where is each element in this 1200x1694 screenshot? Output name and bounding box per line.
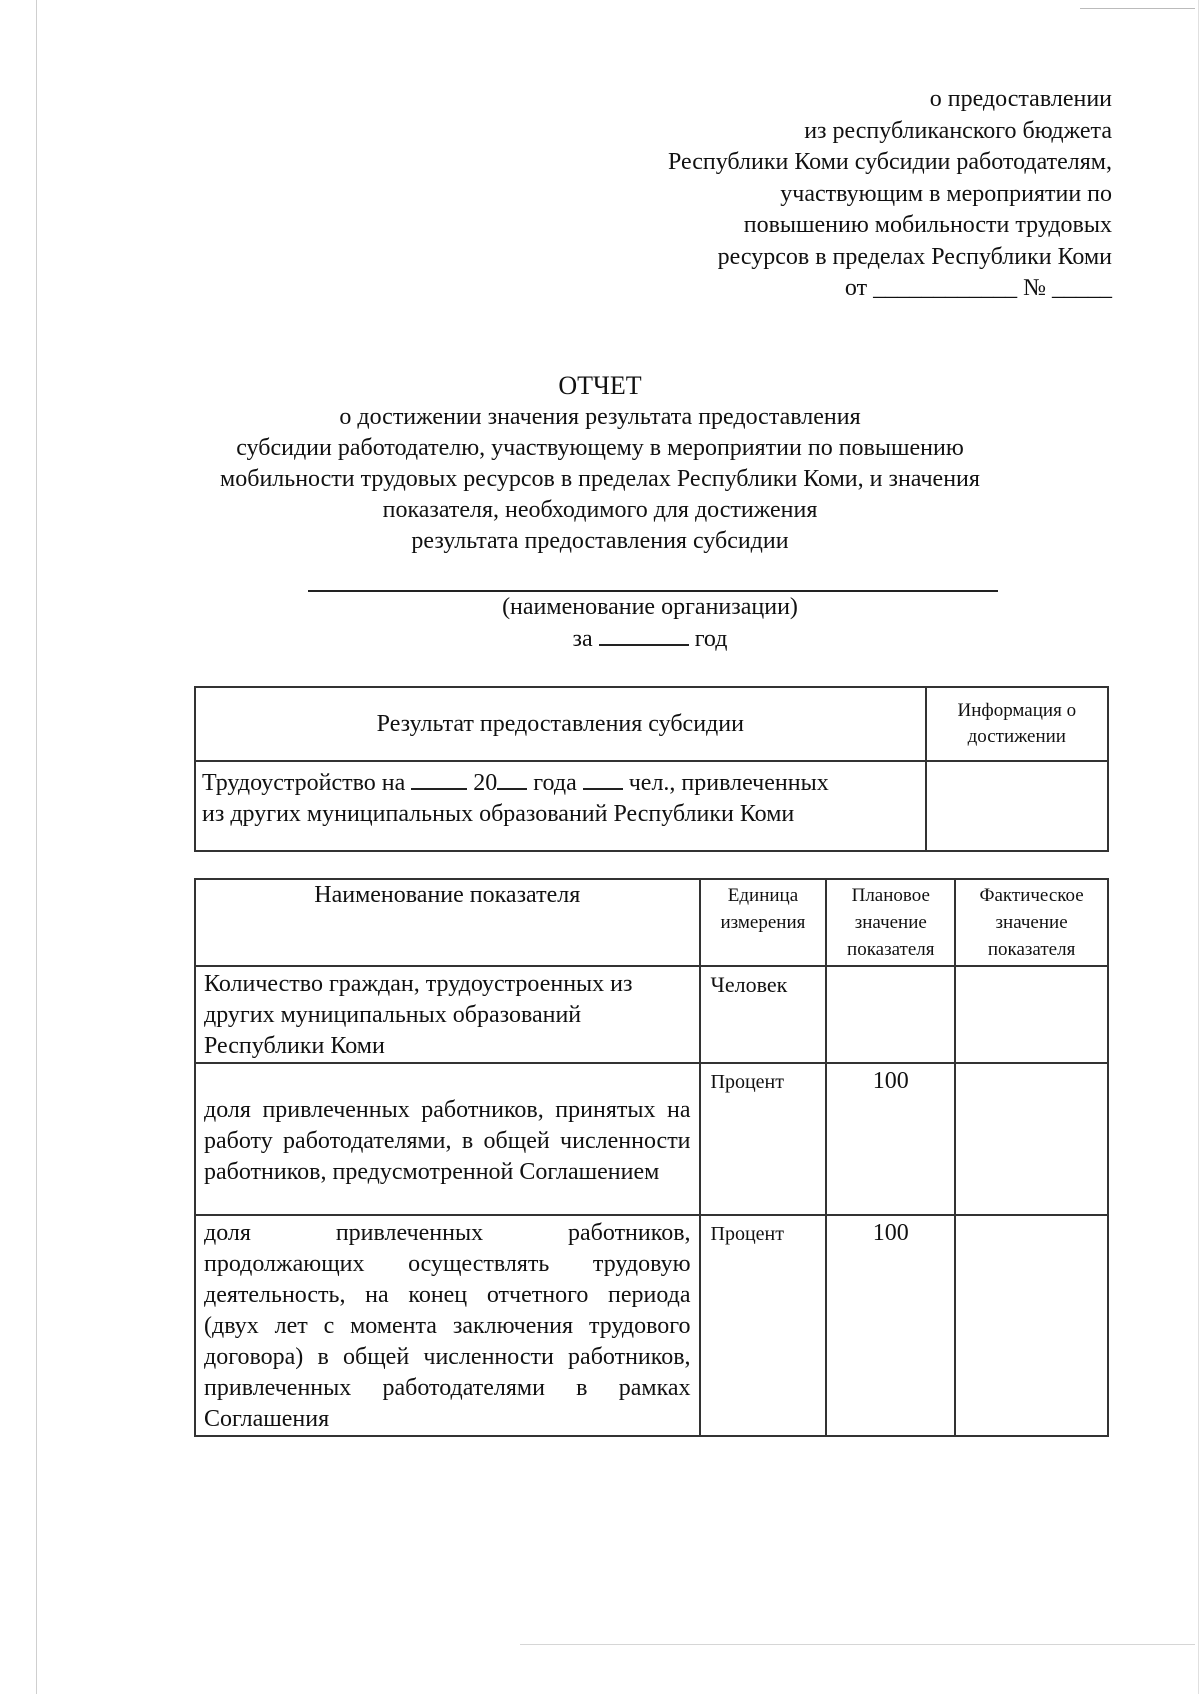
achievement-info-cell xyxy=(926,761,1108,851)
scan-bottom-line xyxy=(520,1644,1195,1645)
indicator-unit: Человек xyxy=(700,966,827,1063)
scan-edge-right xyxy=(1198,0,1199,1694)
result-table xyxy=(194,686,1109,852)
indicator-table-header-row xyxy=(195,879,1108,966)
indicator-name: доля привлеченных работников, продолжающих осуществлять трудовую деятельность, на конец отчетного периода (двух лет с момента заключения трудового договора) в общей численности работников, привлеченных работодателями в рамках Соглашения xyxy=(195,1215,700,1436)
result-table-header-row xyxy=(195,687,1108,761)
report-subtitle-line: о достижении значения результата предоставления xyxy=(339,404,861,430)
result-table-row xyxy=(195,761,1108,851)
appendix-header xyxy=(492,84,1112,305)
result-text: из других муниципальных образований Республики Коми xyxy=(202,801,795,827)
report-heading: ОТЧЕТ xyxy=(558,371,642,400)
table-row xyxy=(195,1063,1108,1215)
table-row xyxy=(195,1215,1108,1436)
indicator-unit: Процент xyxy=(700,1063,827,1215)
organization-caption: (наименование организации) xyxy=(502,594,798,620)
fact-value-header: Фактическое значение показателя xyxy=(955,879,1108,966)
indicator-name: Количество граждан, трудоустроенных из других муниципальных образований Республики Коми xyxy=(195,966,700,1063)
header-line: из республиканского бюджета xyxy=(804,117,1112,144)
header-line: участвующим в мероприятии по xyxy=(780,180,1112,207)
table-row xyxy=(195,966,1108,1063)
indicator-plan xyxy=(826,966,955,1063)
result-text: 20 xyxy=(473,770,498,796)
header-line: о предоставлении xyxy=(929,86,1112,112)
report-title-block xyxy=(150,370,1050,557)
unit-header: Единица измерения xyxy=(700,879,827,966)
report-subtitle-line: субсидии работодателю, участвующему в мероприятии по повышению xyxy=(236,435,964,461)
report-year-line xyxy=(150,622,1150,655)
year-blank xyxy=(599,622,689,646)
year-prefix: за xyxy=(572,626,593,652)
indicator-unit: Процент xyxy=(700,1215,827,1436)
result-text: Трудоустройство на xyxy=(202,770,406,796)
persons-blank xyxy=(583,768,623,790)
scan-top-line xyxy=(1080,8,1195,9)
report-subtitle-line: мобильности трудовых ресурсов в пределах Республики Коми, и значения xyxy=(220,466,980,492)
report-subtitle-line: результата предоставления субсидии xyxy=(411,528,789,554)
scan-edge-left xyxy=(36,0,37,1694)
indicator-name-header: Наименование показателя xyxy=(195,879,700,966)
indicator-plan: 100 xyxy=(826,1063,955,1215)
report-subtitle-line: показателя, необходимого для достижения xyxy=(382,497,818,523)
indicator-fact xyxy=(955,1215,1108,1436)
header-date-number-line: от ____________ № _____ xyxy=(844,275,1112,301)
count-blank xyxy=(411,768,467,790)
header-line: ресурсов в пределах Республики Коми xyxy=(717,243,1112,270)
result-description xyxy=(195,761,926,851)
result-text: чел., привлеченных xyxy=(628,770,829,796)
result-text: года xyxy=(533,770,577,796)
indicator-name: доля привлеченных работников, принятых на работу работодателями, в общей численности работников, предусмотренной Соглашением xyxy=(195,1063,700,1215)
indicator-plan: 100 xyxy=(826,1215,955,1436)
indicator-fact xyxy=(955,966,1108,1063)
plan-value-header: Плановое значение показателя xyxy=(826,879,955,966)
year-digits-blank xyxy=(497,768,527,790)
year-suffix: год xyxy=(694,626,728,652)
achievement-info-header: Информация о достижении xyxy=(926,687,1108,761)
header-line: Республики Коми субсидии работодателям, xyxy=(667,149,1112,175)
header-line: повышению мобильности трудовых xyxy=(743,212,1112,238)
indicator-fact xyxy=(955,1063,1108,1215)
result-header: Результат предоставления субсидии xyxy=(195,687,926,761)
indicator-table xyxy=(194,878,1109,1437)
